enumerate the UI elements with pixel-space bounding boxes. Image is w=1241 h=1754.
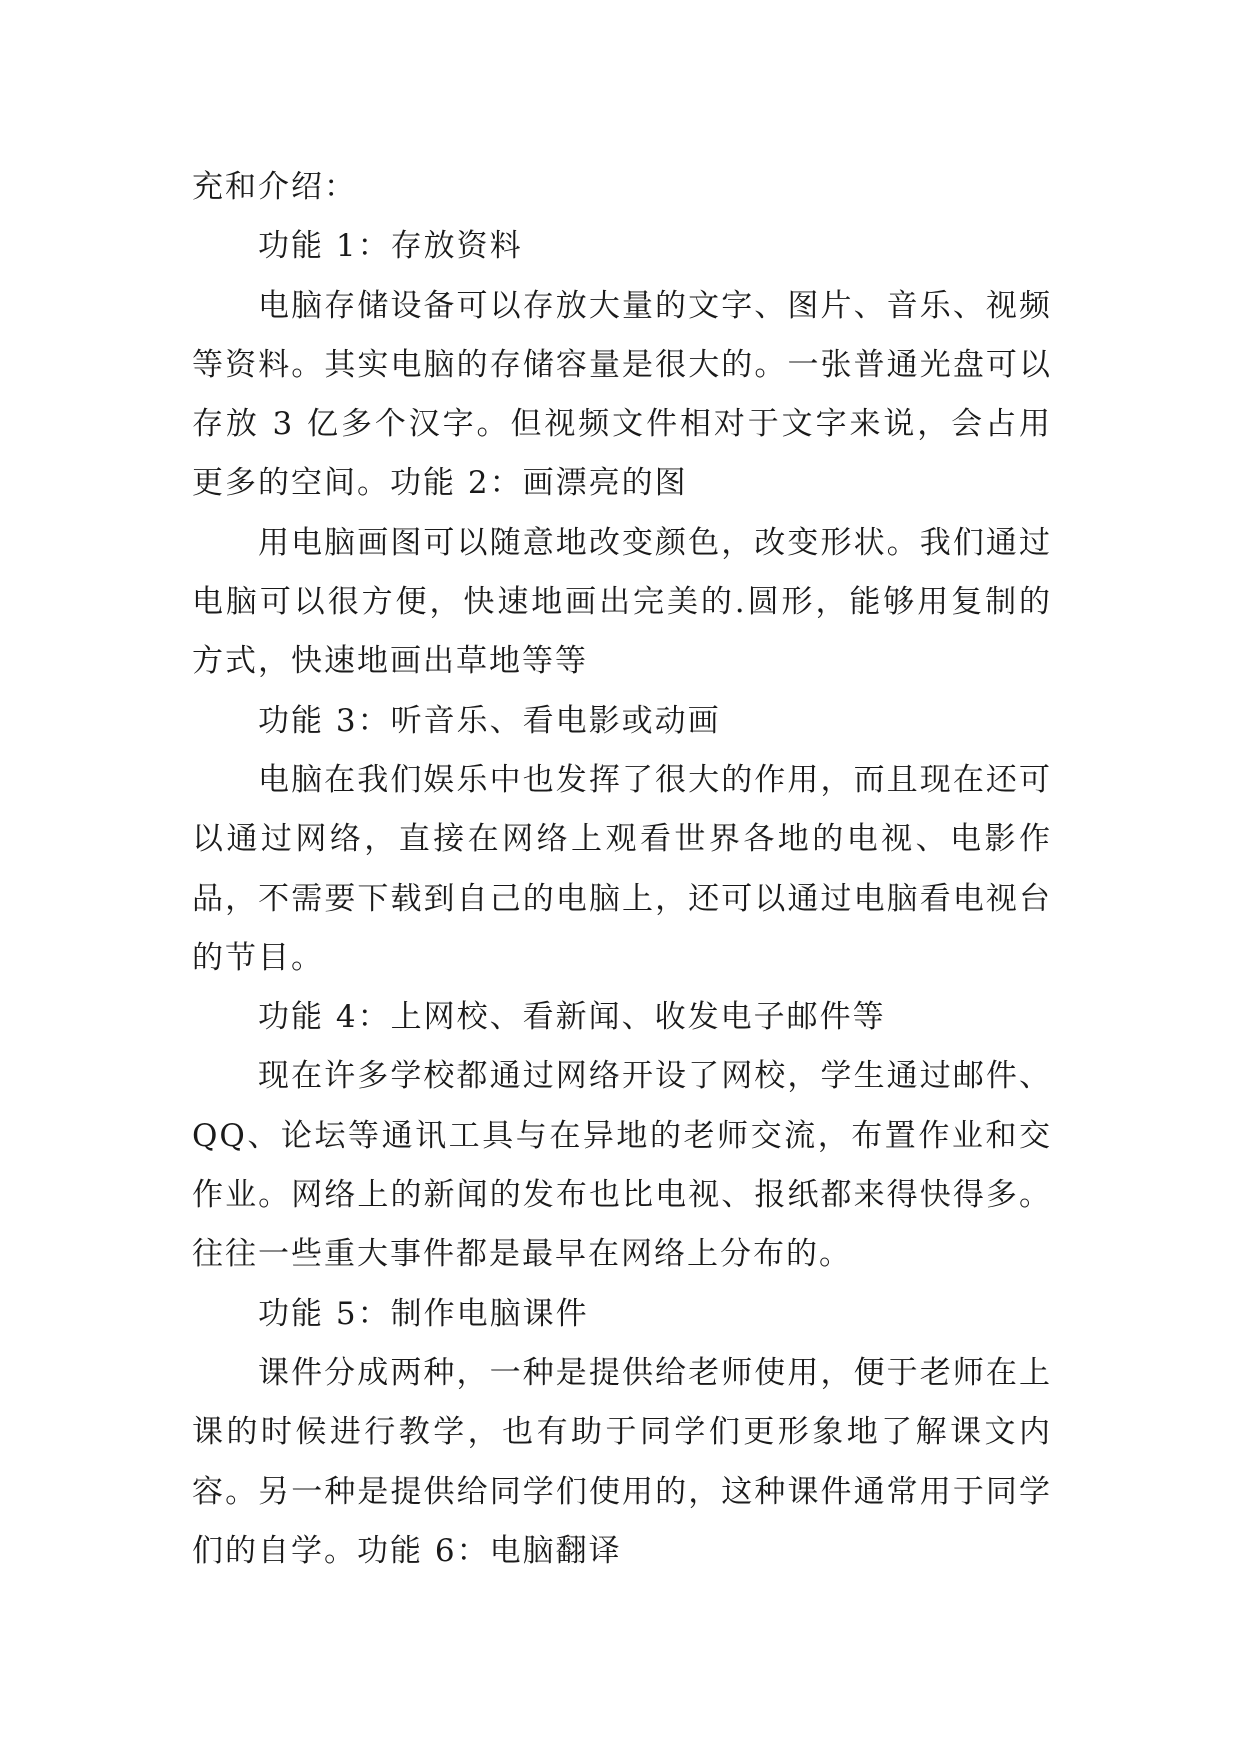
paragraph-intro-continuation: 充和介绍： [192, 169, 357, 205]
heading-function-4: 功能 4：上网校、看新闻、收发电子邮件等 [258, 999, 886, 1036]
paragraph-courseware: 课件分成两种，一种是提供给老师使用，便于老师在上课的时候进行教学，也有助于同学们更形象地了解课文内容。另一种是提供给同学们使用的，这种课件通常用于同学们的自学。功能 6：电脑翻译 [192, 1354, 1052, 1569]
heading-function-3: 功能 3：听音乐、看电影或动画 [258, 702, 721, 739]
document-body [192, 158, 1052, 1581]
paragraph-storage: 电脑存储设备可以存放大量的文字、图片、音乐、视频等资料。其实电脑的存储容量是很大的。一张普通光盘可以存放 3 亿多个汉字。但视频文件相对于文字来说，会占用更多的空间。功能 2：画漂亮的图 [192, 287, 1052, 502]
paragraph-drawing: 用电脑画图可以随意地改变颜色，改变形状。我们通过电脑可以很方便，快速地画出完美的.圆形，能够用复制的方式，快速地画出草地等等 [192, 524, 1052, 680]
heading-function-5: 功能 5：制作电脑课件 [258, 1295, 589, 1332]
paragraph-network: 现在许多学校都通过网络开设了网校，学生通过邮件、QQ、论坛等通讯工具与在异地的老师交流，布置作业和交作业。网络上的新闻的发布也比电视、报纸都来得快得多。往往一些重大事件都是最早在网络上分布的。 [192, 1058, 1052, 1273]
paragraph-entertainment: 电脑在我们娱乐中也发挥了很大的作用，而且现在还可以通过网络，直接在网络上观看世界各地的电视、电影作品，不需要下载到自己的电脑上，还可以通过电脑看电视台的节目。 [192, 761, 1052, 976]
heading-function-1: 功能 1：存放资料 [258, 228, 523, 265]
